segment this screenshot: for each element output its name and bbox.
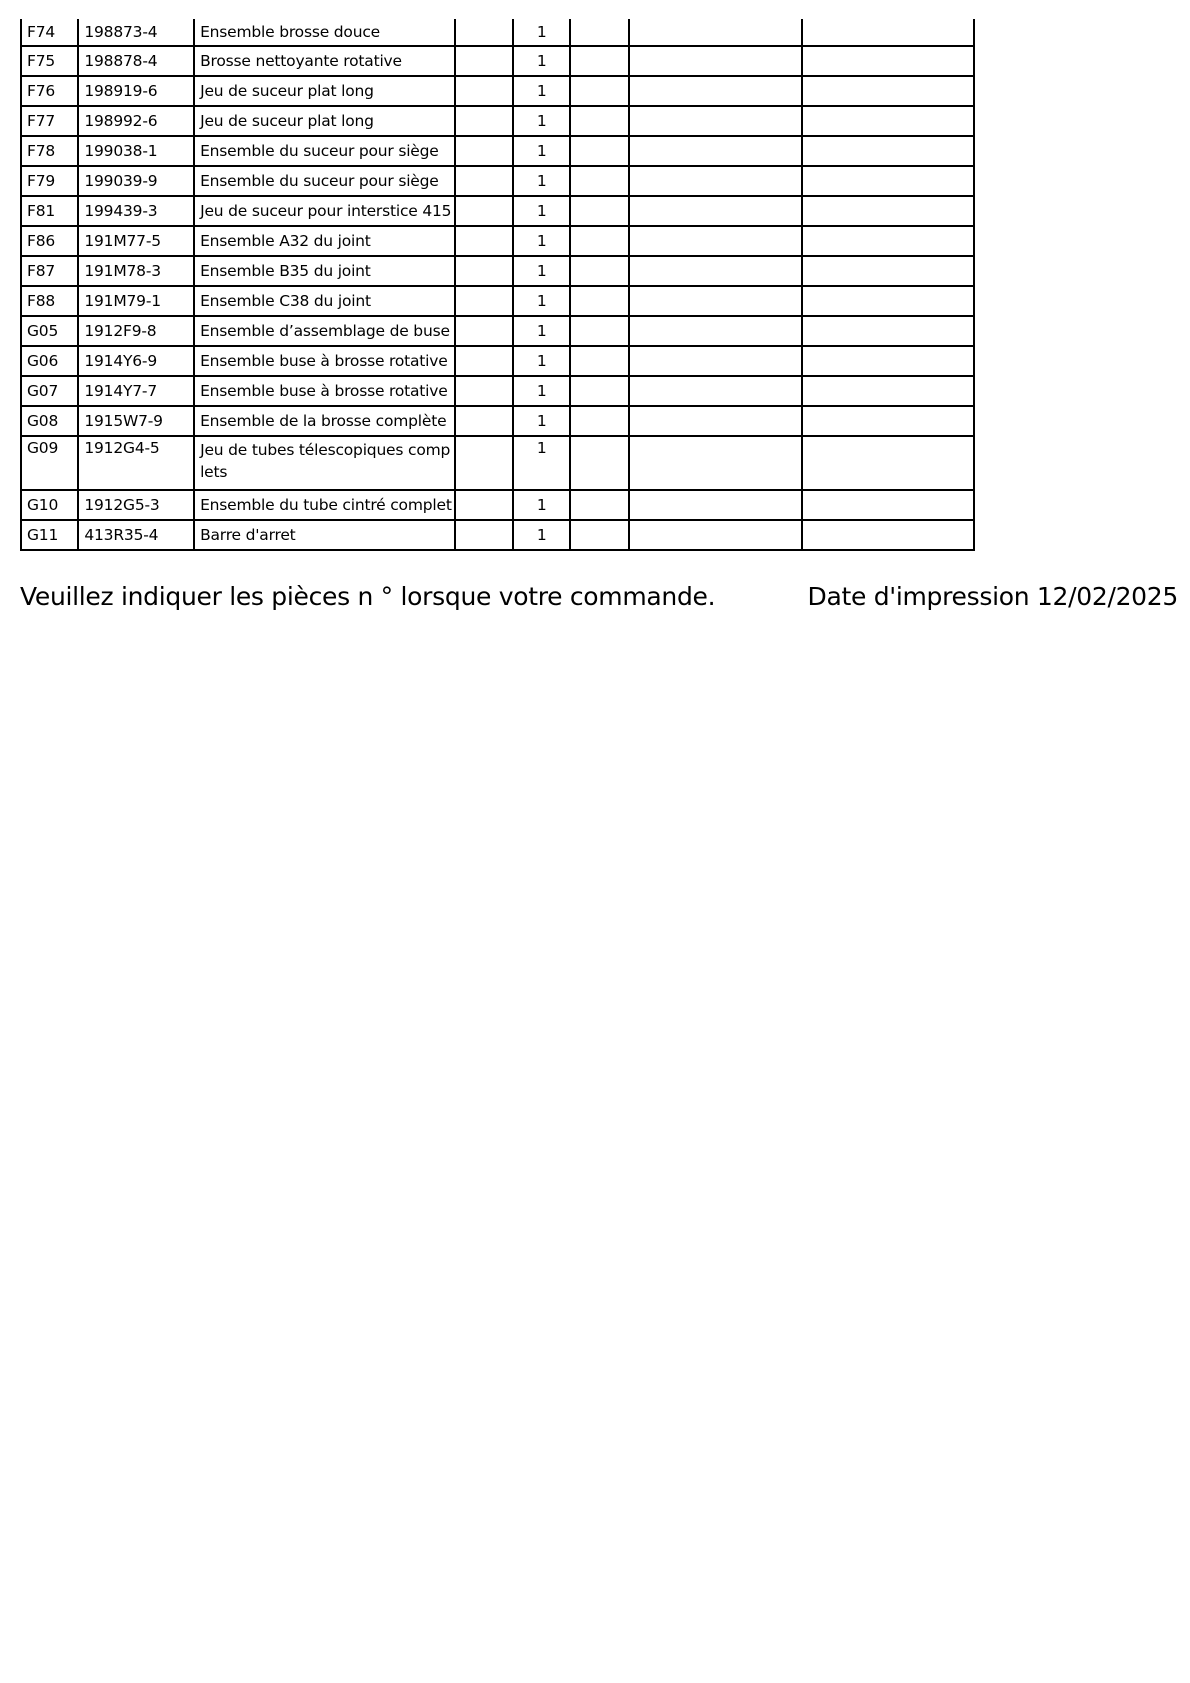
- table-row: [21, 376, 974, 406]
- cell-description: Ensemble buse à brosse rotative: [194, 346, 455, 376]
- cell-part-number: 199038-1: [78, 136, 194, 166]
- table-row: [21, 106, 974, 136]
- cell-empty: [802, 346, 974, 376]
- cell-reference: F74: [21, 19, 78, 46]
- cell-description: Jeu de suceur plat long: [194, 106, 455, 136]
- cell-description: Ensemble du suceur pour siège: [194, 166, 455, 196]
- cell-empty: [629, 256, 802, 286]
- cell-empty: [802, 406, 974, 436]
- cell-part-number: 198992-6: [78, 106, 194, 136]
- parts-table: [20, 19, 975, 551]
- cell-quantity: 1: [513, 76, 570, 106]
- cell-empty: [455, 520, 513, 550]
- cell-part-number: 198873-4: [78, 19, 194, 46]
- cell-empty: [455, 436, 513, 490]
- cell-part-number: 413R35-4: [78, 520, 194, 550]
- cell-empty: [629, 106, 802, 136]
- cell-empty: [455, 286, 513, 316]
- cell-reference: F88: [21, 286, 78, 316]
- cell-quantity: 1: [513, 46, 570, 76]
- table-row: [21, 166, 974, 196]
- cell-description: Ensemble buse à brosse rotative: [194, 376, 455, 406]
- cell-empty: [570, 286, 628, 316]
- cell-empty: [629, 436, 802, 490]
- cell-reference: F78: [21, 136, 78, 166]
- cell-reference: G09: [21, 436, 78, 490]
- cell-empty: [455, 256, 513, 286]
- cell-quantity: 1: [513, 106, 570, 136]
- cell-empty: [570, 106, 628, 136]
- table-row: [21, 316, 974, 346]
- cell-quantity: 1: [513, 256, 570, 286]
- cell-reference: F77: [21, 106, 78, 136]
- cell-reference: F86: [21, 226, 78, 256]
- cell-empty: [629, 166, 802, 196]
- cell-empty: [802, 226, 974, 256]
- cell-part-number: 1914Y7-7: [78, 376, 194, 406]
- cell-empty: [570, 136, 628, 166]
- cell-empty: [570, 520, 628, 550]
- table-row: [21, 520, 974, 550]
- cell-part-number: 191M79-1: [78, 286, 194, 316]
- cell-quantity: 1: [513, 226, 570, 256]
- cell-description: Ensemble A32 du joint: [194, 226, 455, 256]
- table-row: [21, 196, 974, 226]
- cell-empty: [629, 346, 802, 376]
- cell-reference: F75: [21, 46, 78, 76]
- cell-empty: [802, 256, 974, 286]
- table-row: [21, 490, 974, 520]
- cell-empty: [455, 490, 513, 520]
- cell-empty: [570, 346, 628, 376]
- cell-empty: [802, 106, 974, 136]
- cell-empty: [570, 19, 628, 46]
- cell-reference: F76: [21, 76, 78, 106]
- cell-description: Ensemble brosse douce: [194, 19, 455, 46]
- cell-empty: [629, 226, 802, 256]
- cell-quantity: 1: [513, 406, 570, 436]
- table-row: [21, 436, 974, 490]
- cell-empty: [629, 520, 802, 550]
- cell-empty: [802, 376, 974, 406]
- cell-empty: [570, 316, 628, 346]
- cell-empty: [455, 376, 513, 406]
- cell-part-number: 198878-4: [78, 46, 194, 76]
- cell-reference: G05: [21, 316, 78, 346]
- cell-reference: G11: [21, 520, 78, 550]
- cell-description: Ensemble B35 du joint: [194, 256, 455, 286]
- cell-reference: F79: [21, 166, 78, 196]
- cell-description: Ensemble d’assemblage de buse: [194, 316, 455, 346]
- cell-empty: [802, 136, 974, 166]
- cell-empty: [802, 46, 974, 76]
- cell-description: Ensemble de la brosse complète: [194, 406, 455, 436]
- cell-quantity: 1: [513, 166, 570, 196]
- cell-description: Jeu de tubes télescopiques comp lets: [194, 436, 455, 490]
- cell-empty: [570, 256, 628, 286]
- cell-empty: [629, 286, 802, 316]
- cell-empty: [802, 436, 974, 490]
- cell-part-number: 199439-3: [78, 196, 194, 226]
- cell-empty: [629, 46, 802, 76]
- cell-description: Ensemble du suceur pour siège: [194, 136, 455, 166]
- cell-empty: [802, 76, 974, 106]
- cell-empty: [455, 226, 513, 256]
- table-row: [21, 136, 974, 166]
- table-row: [21, 406, 974, 436]
- cell-empty: [802, 19, 974, 46]
- cell-empty: [455, 19, 513, 46]
- print-date: Date d'impression 12/02/2025: [807, 582, 1178, 611]
- cell-part-number: 1914Y6-9: [78, 346, 194, 376]
- cell-description: Jeu de suceur pour interstice 415: [194, 196, 455, 226]
- cell-empty: [570, 376, 628, 406]
- table-row: [21, 46, 974, 76]
- cell-empty: [455, 166, 513, 196]
- cell-empty: [629, 19, 802, 46]
- cell-empty: [570, 196, 628, 226]
- cell-empty: [455, 136, 513, 166]
- table-row: [21, 256, 974, 286]
- cell-description: Ensemble C38 du joint: [194, 286, 455, 316]
- cell-empty: [455, 346, 513, 376]
- cell-empty: [629, 136, 802, 166]
- cell-part-number: 1915W7-9: [78, 406, 194, 436]
- cell-quantity: 1: [513, 316, 570, 346]
- cell-quantity: 1: [513, 436, 570, 490]
- cell-part-number: 191M77-5: [78, 226, 194, 256]
- cell-description: Barre d'arret: [194, 520, 455, 550]
- table-row: [21, 346, 974, 376]
- cell-reference: F81: [21, 196, 78, 226]
- cell-empty: [455, 406, 513, 436]
- cell-part-number: 191M78-3: [78, 256, 194, 286]
- cell-empty: [629, 406, 802, 436]
- table-row: [21, 76, 974, 106]
- table-row: [21, 286, 974, 316]
- cell-empty: [455, 46, 513, 76]
- cell-empty: [629, 196, 802, 226]
- cell-empty: [629, 376, 802, 406]
- cell-empty: [570, 436, 628, 490]
- cell-empty: [802, 316, 974, 346]
- cell-part-number: 199039-9: [78, 166, 194, 196]
- parts-table-body: [21, 19, 974, 550]
- cell-empty: [629, 316, 802, 346]
- cell-quantity: 1: [513, 196, 570, 226]
- cell-description: Brosse nettoyante rotative: [194, 46, 455, 76]
- cell-empty: [629, 76, 802, 106]
- cell-reference: G08: [21, 406, 78, 436]
- cell-empty: [802, 196, 974, 226]
- cell-empty: [629, 490, 802, 520]
- cell-empty: [455, 106, 513, 136]
- table-row: [21, 19, 974, 46]
- cell-empty: [802, 166, 974, 196]
- cell-description: Ensemble du tube cintré complet: [194, 490, 455, 520]
- cell-description: Jeu de suceur plat long: [194, 76, 455, 106]
- cell-quantity: 1: [513, 286, 570, 316]
- cell-empty: [570, 406, 628, 436]
- cell-reference: G07: [21, 376, 78, 406]
- cell-empty: [455, 196, 513, 226]
- cell-part-number: 198919-6: [78, 76, 194, 106]
- cell-empty: [570, 76, 628, 106]
- cell-quantity: 1: [513, 520, 570, 550]
- cell-quantity: 1: [513, 136, 570, 166]
- cell-part-number: 1912G5-3: [78, 490, 194, 520]
- cell-reference: G10: [21, 490, 78, 520]
- cell-empty: [802, 490, 974, 520]
- cell-empty: [455, 76, 513, 106]
- cell-part-number: 1912G4-5: [78, 436, 194, 490]
- cell-quantity: 1: [513, 490, 570, 520]
- cell-part-number: 1912F9-8: [78, 316, 194, 346]
- table-row: [21, 226, 974, 256]
- cell-empty: [570, 46, 628, 76]
- cell-empty: [570, 490, 628, 520]
- cell-empty: [802, 286, 974, 316]
- cell-quantity: 1: [513, 376, 570, 406]
- cell-reference: F87: [21, 256, 78, 286]
- cell-quantity: 1: [513, 346, 570, 376]
- cell-reference: G06: [21, 346, 78, 376]
- cell-empty: [570, 166, 628, 196]
- cell-quantity: 1: [513, 19, 570, 46]
- order-instruction-note: Veuillez indiquer les pièces n ° lorsque votre commande.: [20, 582, 716, 611]
- cell-empty: [802, 520, 974, 550]
- cell-empty: [570, 226, 628, 256]
- cell-empty: [455, 316, 513, 346]
